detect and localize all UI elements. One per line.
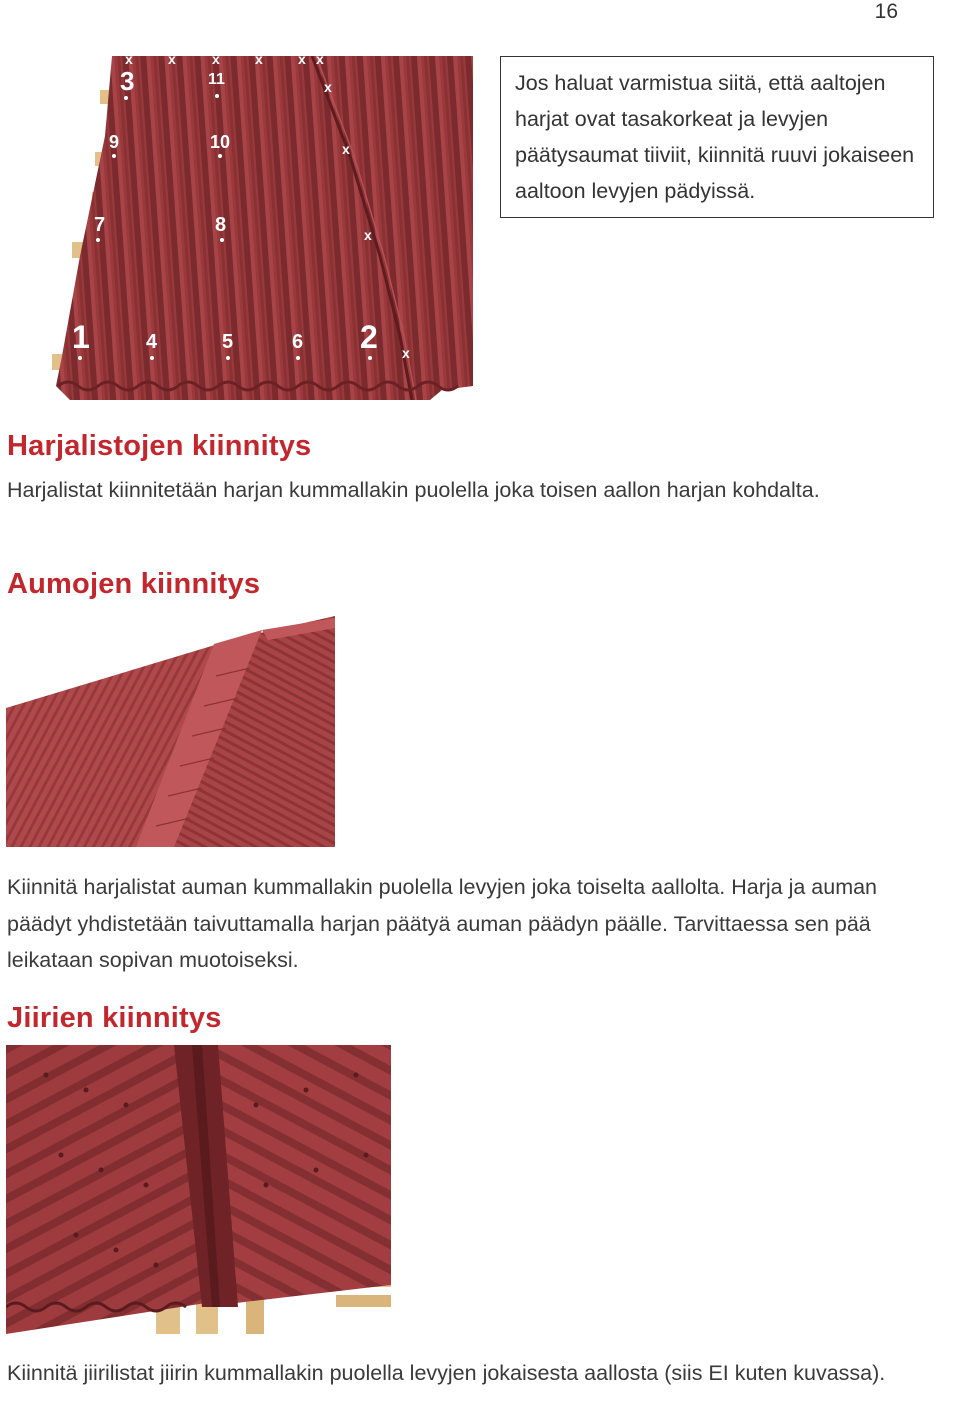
- roof-sheet-screw-pattern-figure: [50, 56, 473, 400]
- screw-label-6: 6: [292, 331, 304, 353]
- hip-fixing-heading: Aumojen kiinnitys: [7, 568, 261, 600]
- x-mark: x: [212, 56, 220, 67]
- x-mark: x: [125, 56, 133, 67]
- x-mark: x: [342, 141, 350, 157]
- valley-fixing-text: Kiinnitä jiirilistat jiirin kummallakin puolella levyjen jokaisesta aallosta (siis EI kuten kuvassa).: [7, 1361, 886, 1385]
- ridge-fixing-heading: Harjalistojen kiinnitys: [7, 430, 312, 462]
- x-mark: x: [364, 227, 372, 243]
- screw-label-9: 9: [109, 132, 120, 152]
- screw-label-4: 4: [146, 331, 158, 353]
- x-mark: x: [324, 79, 332, 95]
- screw-label-11: 11: [208, 71, 225, 88]
- ridge-fixing-text: Harjalistat kiinnitetään harjan kummallakin puolella joka toisen aallon harjan kohdalta.: [7, 478, 820, 502]
- valley-fixing-heading: Jiirien kiinnitys: [7, 1002, 222, 1034]
- x-mark: x: [255, 56, 263, 67]
- screw-label-5: 5: [222, 331, 234, 353]
- screw-label-1: 1: [72, 319, 90, 355]
- screw-label-8: 8: [215, 214, 227, 236]
- page-number: 16: [874, 0, 898, 23]
- hip-ridge-figure: [6, 616, 335, 847]
- screw-label-2: 2: [360, 319, 378, 355]
- x-mark: x: [316, 56, 324, 67]
- screw-label-3: 3: [120, 66, 135, 96]
- x-mark: x: [298, 56, 306, 67]
- x-mark: x: [402, 345, 410, 361]
- valley-flashing-figure: [6, 1045, 391, 1334]
- tip-callout-box: Jos haluat varmistua siitä, että aaltojen harjat ovat tasakorkeat ja levyjen päätysaumat tiiviit, kiinnitä ruuvi jokaiseen aaltoon levyjen pädyissä.: [500, 56, 934, 218]
- screw-label-7: 7: [94, 214, 106, 236]
- hip-fixing-text: Kiinnitä harjalistat auman kummallakin puolella levyjen joka toiselta aallolta. Harja ja auman päädyt yhdistetään taivuttamalla harjan päätyä auman päädyn päälle. Tarvittaessa sen pää leikataan sopivan muotoiseksi.: [7, 875, 878, 972]
- x-mark: x: [168, 56, 176, 67]
- screw-label-10: 10: [210, 132, 231, 152]
